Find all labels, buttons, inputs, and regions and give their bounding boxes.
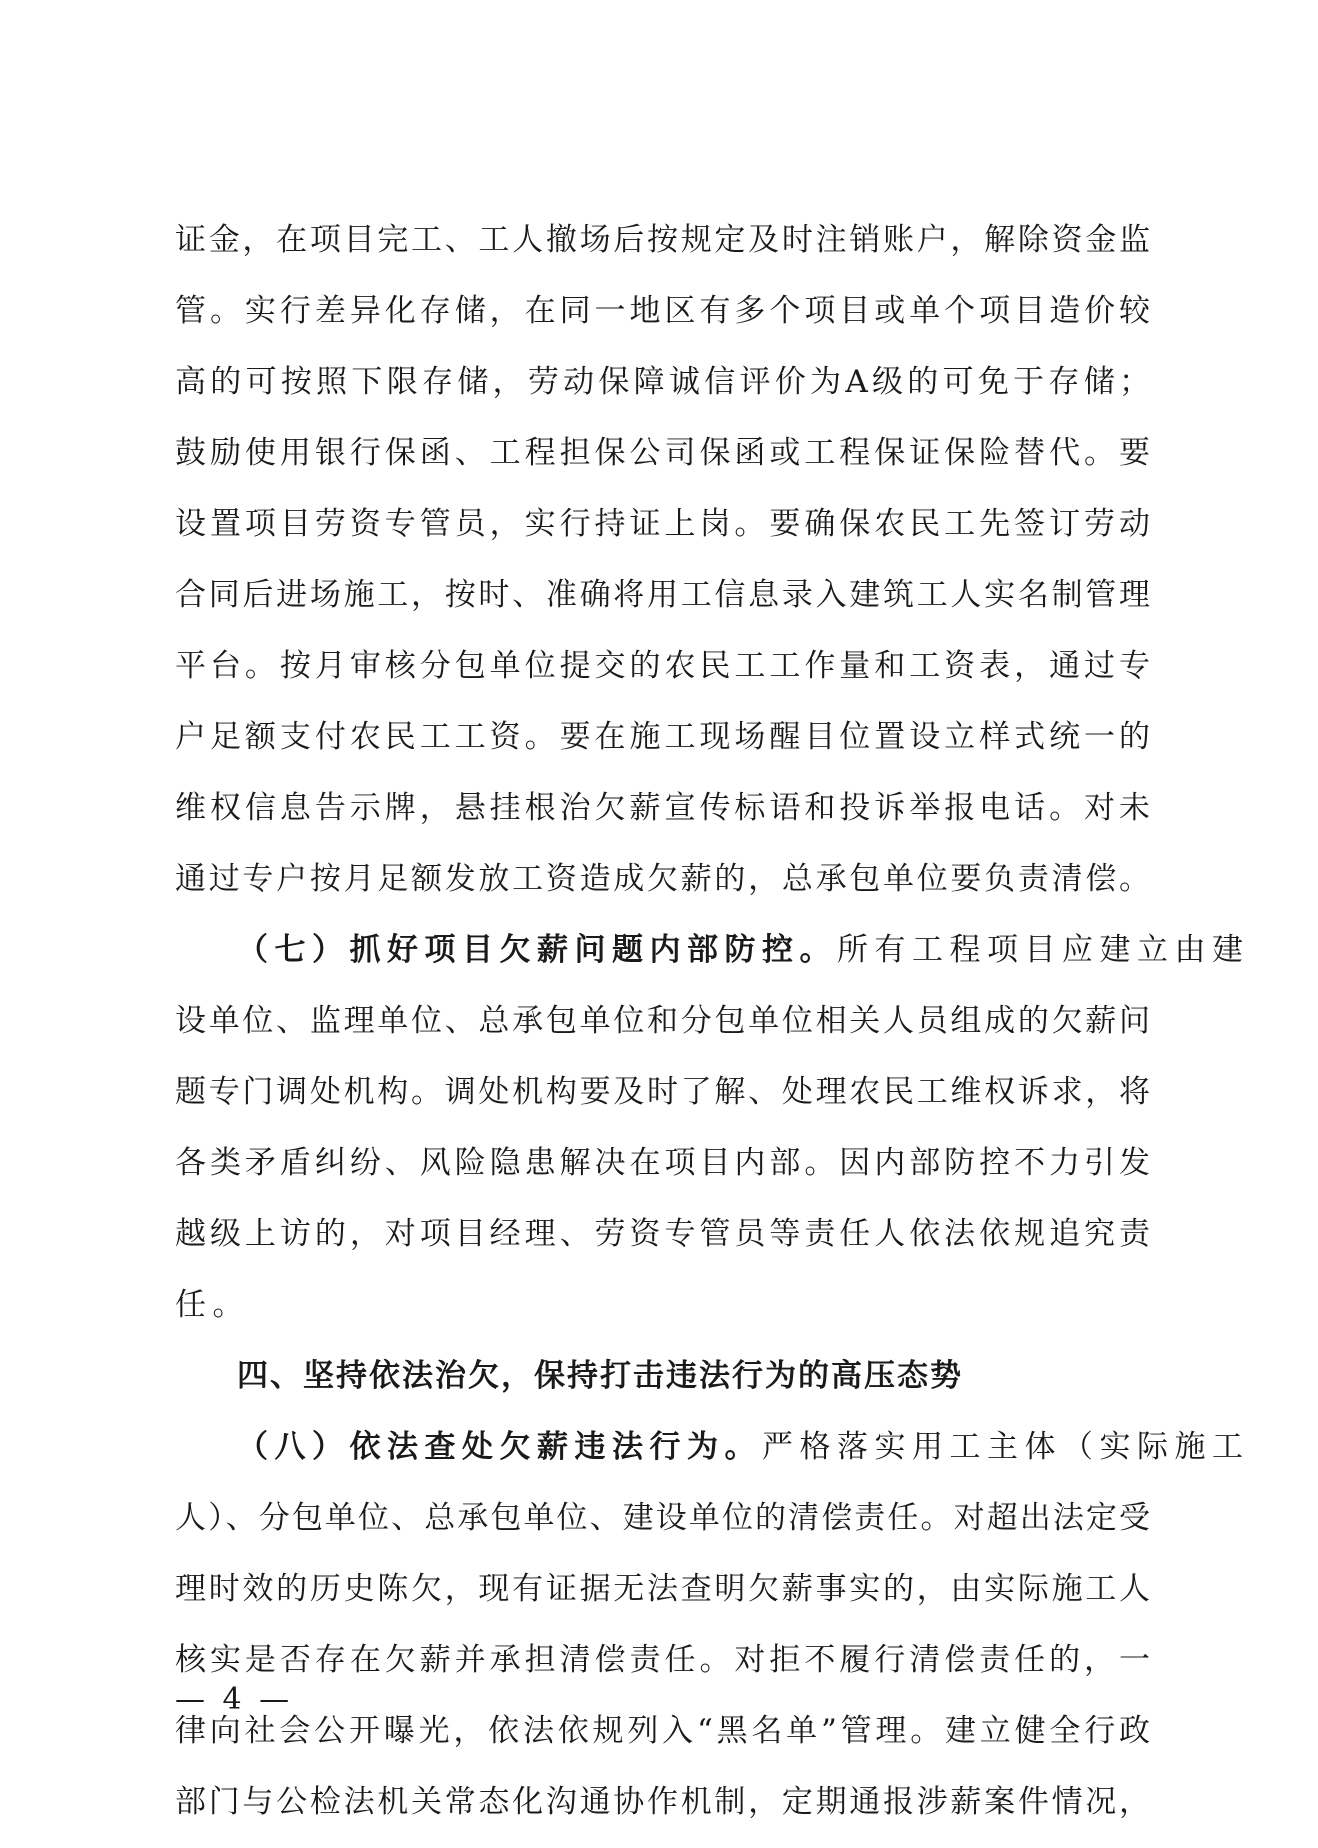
item-8-first-line (175, 1412, 1250, 1483)
text-line: 题专门调处机构。调处机构要及时了解、处理农民工维权诉求，将 (175, 1074, 1150, 1110)
text-line: 维权信息告示牌，悬挂根治欠薪宣传标语和投诉举报电话。对未 (175, 790, 1150, 826)
item-7-text: 所有工程项目应建立由建 (837, 932, 1250, 968)
text-line: 部门与公检法机关常态化沟通协作机制，定期通报涉薪案件情况， (175, 1784, 1150, 1820)
text-line: 鼓励使用银行保函、工程担保公司保函或工程保证保险替代。要 (175, 435, 1150, 471)
text-line: 户足额支付农民工工资。要在施工现场醒目位置设立样式统一的 (175, 719, 1150, 755)
section-4-heading: 四、坚持依法治欠，保持打击违法行为的高压态势 (237, 1358, 963, 1394)
text-line: 核实是否存在欠薪并承担清偿责任。对拒不履行清偿责任的，一 (175, 1642, 1150, 1678)
text-line: 证金，在项目完工、工人撤场后按规定及时注销账户，解除资金监 (175, 222, 1150, 258)
text-line: 人）、分包单位、总承包单位、建设单位的清偿责任。对超出法定受 (175, 1500, 1150, 1536)
page-number: — 4 — (175, 1682, 294, 1717)
item-8-title: （八）依法查处欠薪违法行为。 (237, 1429, 762, 1465)
text-line: 管。实行差异化存储，在同一地区有多个项目或单个项目造价较 (175, 293, 1150, 329)
text-line: 合同后进场施工，按时、准确将用工信息录入建筑工人实名制管理 (175, 577, 1150, 613)
text-line: 任。 (175, 1287, 250, 1323)
body-text (175, 205, 1250, 1838)
text-line: 各类矛盾纠纷、风险隐患解决在项目内部。因内部防控不力引发 (175, 1145, 1150, 1181)
text-line: 高的可按照下限存储，劳动保障诚信评价为A级的可免于存储； (175, 364, 1150, 400)
item-8-text: 严格落实用工主体（实际施工 (762, 1429, 1250, 1465)
text-line: 平台。按月审核分包单位提交的农民工工作量和工资表，通过专 (175, 648, 1150, 684)
item-7-title: （七）抓好项目欠薪问题内部防控。 (237, 932, 837, 968)
text-line: 越级上访的，对项目经理、劳资专管员等责任人依法依规追究责 (175, 1216, 1150, 1252)
text-line: 通过专户按月足额发放工资造成欠薪的，总承包单位要负责清偿。 (175, 861, 1150, 897)
text-line: 设单位、监理单位、总承包单位和分包单位相关人员组成的欠薪问 (175, 1003, 1150, 1039)
text-line: 设置项目劳资专管员，实行持证上岗。要确保农民工先签订劳动 (175, 506, 1150, 542)
text-line: 律向社会公开曝光，依法依规列入“黑名单”管理。建立健全行政 (175, 1713, 1150, 1749)
text-line: 理时效的历史陈欠，现有证据无法查明欠薪事实的，由实际施工人 (175, 1571, 1150, 1607)
item-7-first-line (175, 915, 1250, 986)
